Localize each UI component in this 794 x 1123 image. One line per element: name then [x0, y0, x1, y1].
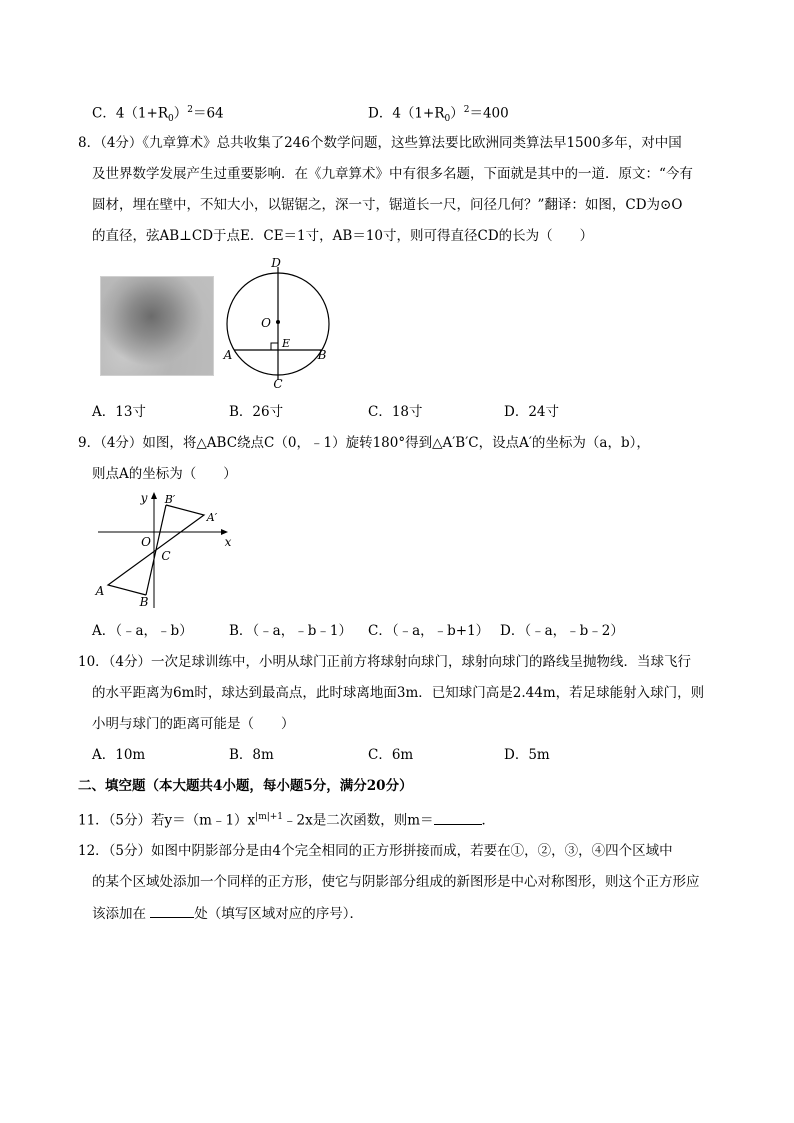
q12-line-2: 的某个区域处添加一个同样的正方形，使它与阴影部分组成的新图形是中心对称图形，则这个正方形应 — [92, 874, 700, 890]
q12-line-3: 该添加在 处（填写区域对应的序号）． — [92, 903, 363, 924]
q10-line-3: 小明与球门的距离可能是（ ） — [92, 716, 295, 732]
q8-rock-photo — [100, 276, 214, 376]
q8-line-3: 圆材，埋在壁中，不知大小，以锯锯之，深一寸，锯道长一尺，问径几何？”翻译：如图，CD为⊙O — [92, 197, 683, 213]
q10-line-1: 10．（4分）一次足球训练中，小明从球门正前方将球射向球门，球射向球门的路线呈抛物线．当球飞行 — [78, 654, 692, 670]
q8-label-o: O — [261, 316, 271, 330]
q11-answer-blank[interactable] — [434, 810, 482, 825]
q9-line-1: 9．（4分）如图，将△ABC绕点C（0，﹣1）旋转180°得到△A′B′C，设点A′的坐标为（a，b）， — [78, 435, 650, 451]
q9-label-x: x — [224, 535, 232, 549]
q8-label-d: D — [271, 256, 281, 270]
q9-label-o: O — [141, 535, 151, 549]
q11-line: 11．（5分）若$y=(m﹣1)x^{|m|+1}﹣2x$是二次函数，则m＝ ． — [78, 807, 495, 831]
q12-answer-blank[interactable] — [150, 903, 194, 918]
q9-label-a-prime: A′ — [206, 511, 218, 524]
q9-line-2: 则点A的坐标为（ ） — [92, 466, 237, 482]
q12-line-1: 12．（5分）如图中阴影部分是由4个完全相同的正方形拼接而成，若要在①，②，③，④四个区域中 — [78, 843, 673, 859]
q9-option-b: B．（﹣a，﹣b﹣1） — [229, 623, 352, 639]
q8-option-a: A．13寸 — [92, 404, 146, 420]
q9-coordinate-figure — [92, 490, 237, 612]
section-2-heading: 二、填空题（本大题共4小题，每小题5分，满分20分） — [78, 778, 413, 794]
q8-label-c: C — [273, 377, 283, 390]
q8-option-b: B．26寸 — [229, 404, 284, 420]
q9-label-y: y — [140, 491, 148, 505]
q8-option-d: D．24寸 — [504, 404, 560, 420]
q8-line-1: 8．（4分）《九章算术》总共收集了246个数学问题，这些算法要比欧洲同类算法早1500多年，对中国 — [78, 135, 682, 151]
q10-option-b: B．8m — [229, 747, 274, 763]
q10-option-a: A．10m — [92, 747, 146, 763]
q9-label-c: C — [161, 549, 171, 563]
q8-option-c: C．18寸 — [368, 404, 423, 420]
q7-option-c: C．$4(1+R_0)^2=64$ — [92, 105, 224, 125]
q9-label-b: B — [139, 595, 149, 609]
q8-line-2: 及世界数学发展产生过重要影响．在《九章算术》中有很多名题，下面就是其中的一道．原文：“今有 — [92, 166, 693, 182]
q10-option-c: C．6m — [368, 747, 414, 763]
q8-label-b: B — [317, 348, 327, 362]
q9-label-b-prime: B′ — [164, 493, 176, 506]
q8-label-e: E — [281, 337, 291, 350]
q9-option-c: C．（﹣a，﹣b+1） — [368, 623, 490, 639]
q8-label-a: A — [223, 348, 233, 362]
q9-option-d: D．（﹣a，﹣b﹣2） — [500, 623, 624, 639]
q10-option-d: D．5m — [504, 747, 550, 763]
q8-circle-figure — [220, 252, 336, 390]
q10-line-2: 的水平距离为6m时，球达到最高点，此时球离地面3m．已知球门高是2.44m，若足球能射入球门，则 — [92, 685, 705, 701]
q7-option-d: D．$4(1+R_0)^2=400$ — [368, 105, 509, 125]
q9-option-a: A．（﹣a，﹣b） — [92, 623, 193, 639]
q8-line-4: 的直径，弦AB⊥CD于点E．CE＝1寸，AB＝10寸，则可得直径CD的长为（ ） — [92, 228, 594, 244]
q9-label-a: A — [95, 584, 105, 598]
